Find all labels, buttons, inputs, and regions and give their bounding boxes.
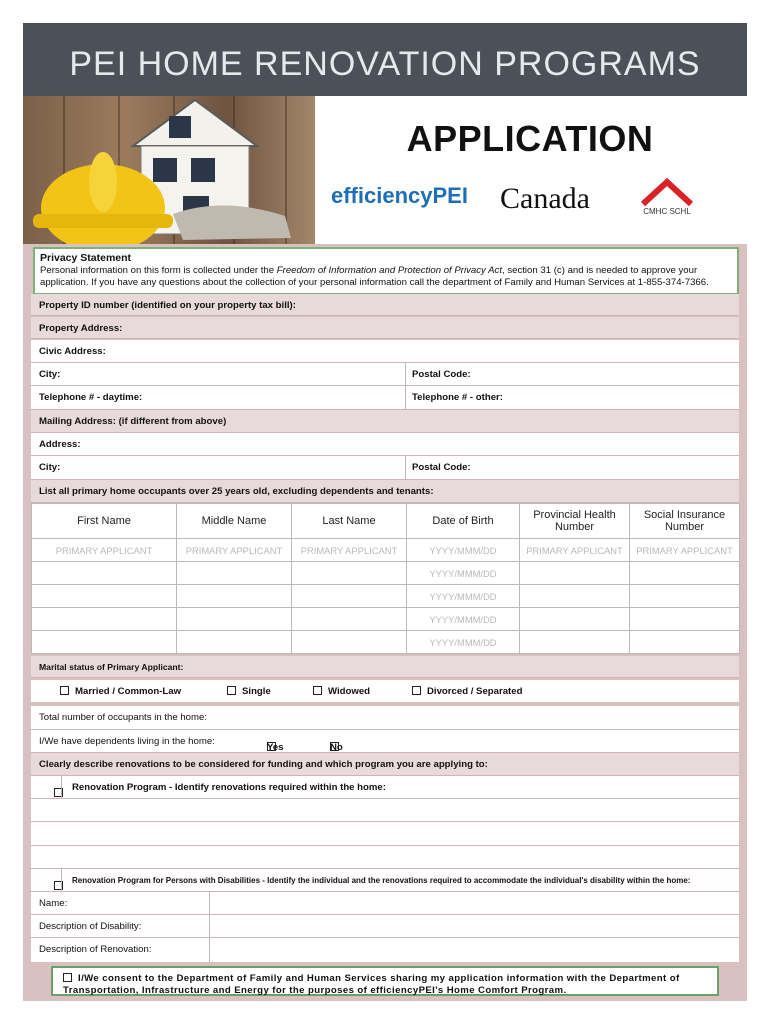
telephone-row[interactable]: Telephone # - daytime: Telephone # - other:: [31, 386, 739, 410]
efficiencypei-logo: efficiencyPEI: [331, 183, 468, 208]
disability-description-field[interactable]: Description of Disability:: [31, 915, 739, 938]
dob-cell[interactable]: YYYY/MMM/DD: [407, 608, 520, 631]
occupants-table: [31, 503, 740, 654]
single-option[interactable]: Single: [227, 686, 271, 697]
total-occupants-field[interactable]: Total number of occupants in the home:: [31, 706, 739, 730]
health-number-cell[interactable]: PRIMARY APPLICANT: [520, 539, 630, 562]
house-illustration: [23, 96, 315, 244]
mailing-address-label: Mailing Address: (if different from above): [31, 410, 739, 433]
mailing-address-field[interactable]: Address:: [31, 433, 739, 456]
page-title: PEI HOME RENOVATION PROGRAMS: [69, 45, 701, 83]
name-field[interactable]: Name:: [31, 892, 739, 915]
privacy-statement: [33, 247, 739, 295]
col-date-of-birth: Date of Birth: [407, 504, 520, 539]
svg-text:CMHC SCHL: CMHC SCHL: [643, 207, 691, 216]
consent-box[interactable]: [51, 966, 719, 996]
dob-cell[interactable]: YYYY/MMM/DD: [407, 585, 520, 608]
renovation-program-option[interactable]: Renovation Program - Identify renovations required within the home:: [31, 776, 739, 799]
renovation-line[interactable]: [31, 822, 739, 846]
col-first-name: First Name: [32, 504, 177, 539]
last-name-cell[interactable]: PRIMARY APPLICANT: [292, 539, 407, 562]
marital-heading: Marital status of Primary Applicant:: [31, 656, 739, 678]
table-row[interactable]: [32, 539, 740, 562]
city-postal-row[interactable]: City: Postal Code:: [31, 363, 739, 386]
application-title: APPLICATION: [406, 118, 654, 159]
renovation-line[interactable]: [31, 799, 739, 822]
dob-cell[interactable]: YYYY/MMM/DD: [407, 562, 520, 585]
title-banner: [23, 23, 747, 96]
married-option[interactable]: Married / Common-Law: [60, 686, 181, 697]
sin-cell[interactable]: PRIMARY APPLICANT: [630, 539, 740, 562]
renovation-description-field[interactable]: Description of Renovation:: [31, 938, 739, 962]
renovation-line[interactable]: [31, 846, 739, 869]
table-row[interactable]: [32, 608, 740, 631]
table-row[interactable]: [32, 562, 740, 585]
dob-cell[interactable]: YYYY/MMM/DD: [407, 539, 520, 562]
property-id-field[interactable]: Property ID number (identified on your property tax bill):: [31, 294, 739, 316]
property-address-label: Property Address:: [31, 317, 739, 339]
col-middle-name: Middle Name: [177, 504, 292, 539]
checkbox-icon[interactable]: [63, 973, 72, 982]
mailing-city-postal-row[interactable]: City: Postal Code:: [31, 456, 739, 480]
checkbox-icon[interactable]: [412, 686, 421, 695]
occupants-heading: List all primary home occupants over 25 years old, excluding dependents and tenants:: [31, 480, 739, 503]
checkbox-icon[interactable]: [227, 686, 236, 695]
col-health-number: Provincial Health Number: [520, 504, 630, 539]
divorced-option[interactable]: Divorced / Separated: [412, 686, 522, 697]
cmhc-logo: [637, 176, 697, 224]
consent-text: I/We consent to the Department of Family and Human Services sharing my application information with the Department of Transportation, Infrastructure and Energy for the purposes of efficiencyPEI's Home Comfort Program.: [63, 973, 680, 996]
dob-cell[interactable]: YYYY/MMM/DD: [407, 631, 520, 654]
disability-program-option[interactable]: Renovation Program for Persons with Disabilities - Identify the individual and the renovations required to accommodate the individual's disability within the home:: [31, 869, 739, 892]
table-header-row: [32, 504, 740, 539]
first-name-cell[interactable]: PRIMARY APPLICANT: [32, 539, 177, 562]
col-last-name: Last Name: [292, 504, 407, 539]
civic-address-field[interactable]: Civic Address:: [31, 340, 739, 363]
checkbox-icon[interactable]: [313, 686, 322, 695]
checkbox-icon[interactable]: [60, 686, 69, 695]
col-sin: Social Insurance Number: [630, 504, 740, 539]
middle-name-cell[interactable]: PRIMARY APPLICANT: [177, 539, 292, 562]
canada-logo: Canada: [500, 182, 590, 215]
privacy-text: Personal information on this form is collected under the Freedom of Information and Protection of Privacy Act, section 31 (c) and is needed to approve your application. If you have any questions about the collection of your personal information call the department of Family and Human Services at 1-855-374-7366.: [40, 265, 709, 288]
widowed-option[interactable]: Widowed: [313, 686, 370, 697]
dependents-row: I/We have dependents living in the home: Yes No: [31, 730, 739, 753]
table-row[interactable]: [32, 631, 740, 654]
privacy-heading: Privacy Statement: [40, 252, 132, 264]
describe-heading: Clearly describe renovations to be considered for funding and which program you are applying to:: [31, 753, 739, 776]
table-row[interactable]: [32, 585, 740, 608]
house-hardhat-photo: [23, 96, 315, 244]
